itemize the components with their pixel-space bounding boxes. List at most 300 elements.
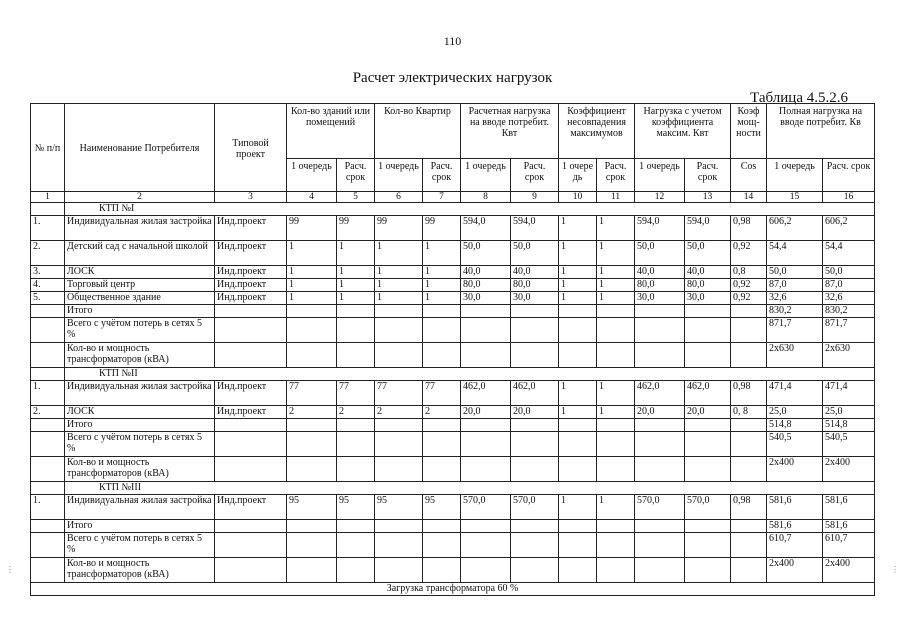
value-k2: 1 <box>597 292 635 305</box>
table-row <box>31 495 875 520</box>
empty-cell <box>215 305 287 318</box>
summary-value: 2х400 <box>823 558 875 583</box>
value-m2: 594,0 <box>685 216 731 241</box>
section-header-row <box>31 482 875 495</box>
empty-cell <box>635 558 685 583</box>
empty-cell <box>337 432 375 457</box>
empty-cell <box>31 558 65 583</box>
empty-cell <box>337 533 375 558</box>
empty-cell <box>215 419 287 432</box>
empty-cell <box>215 520 287 533</box>
empty-cell <box>597 343 635 368</box>
empty-cell <box>461 305 511 318</box>
empty-cell <box>461 520 511 533</box>
value-k1: 1 <box>559 292 597 305</box>
empty-cell <box>215 343 287 368</box>
value-f1: 50,0 <box>767 266 823 279</box>
value-l2: 40,0 <box>511 266 559 279</box>
footer-row <box>31 583 875 596</box>
summary-value: 610,7 <box>767 533 823 558</box>
value-f1: 25,0 <box>767 406 823 419</box>
table-row <box>31 381 875 406</box>
subheader-calc: Расч. срок <box>685 159 731 192</box>
row-number: 5. <box>31 292 65 305</box>
empty-cell <box>375 520 423 533</box>
value-k1: 1 <box>559 381 597 406</box>
value-l1: 570,0 <box>461 495 511 520</box>
empty-cell <box>31 520 65 533</box>
summary-value: 2х630 <box>823 343 875 368</box>
value-a2: 1 <box>423 241 461 266</box>
empty-cell <box>287 457 337 482</box>
value-l2: 80,0 <box>511 279 559 292</box>
value-k2: 1 <box>597 495 635 520</box>
value-k2: 1 <box>597 241 635 266</box>
summary-value: 581,6 <box>823 520 875 533</box>
empty-cell <box>559 520 597 533</box>
subheader-q1: 1 очере дь <box>559 159 597 192</box>
value-m2: 50,0 <box>685 241 731 266</box>
empty-cell <box>685 305 731 318</box>
empty-cell <box>215 318 287 343</box>
value-l1: 20,0 <box>461 406 511 419</box>
empty-cell <box>635 318 685 343</box>
value-l2: 570,0 <box>511 495 559 520</box>
value-b2: 1 <box>337 279 375 292</box>
column-number: 13 <box>685 192 731 203</box>
empty-cell <box>287 305 337 318</box>
empty-cell <box>31 343 65 368</box>
value-f1: 606,2 <box>767 216 823 241</box>
summary-value: 514,8 <box>767 419 823 432</box>
value-b2: 95 <box>337 495 375 520</box>
project-type: Инд.проект <box>215 381 287 406</box>
value-k1: 1 <box>559 279 597 292</box>
header-name: Наименование Потребителя <box>65 104 215 192</box>
column-number: 6 <box>375 192 423 203</box>
value-a1: 2 <box>375 406 423 419</box>
empty-cell <box>31 318 65 343</box>
value-k1: 1 <box>559 266 597 279</box>
section-title: КТП №III <box>65 482 875 495</box>
subheader-cos: Cos <box>731 159 767 192</box>
value-cos: 0,92 <box>731 279 767 292</box>
empty-cell <box>337 305 375 318</box>
summary-label: Кол-во и мощность трансформаторов (кВА) <box>65 457 215 482</box>
row-number: 1. <box>31 495 65 520</box>
column-number: 4 <box>287 192 337 203</box>
empty-cell <box>287 318 337 343</box>
value-l1: 30,0 <box>461 292 511 305</box>
project-type: Инд.проект <box>215 495 287 520</box>
value-b1: 1 <box>287 241 337 266</box>
subheader-q1: 1 очередь <box>287 159 337 192</box>
empty-cell <box>597 533 635 558</box>
project-type: Инд.проект <box>215 292 287 305</box>
transformers-row <box>31 558 875 583</box>
empty-cell <box>287 533 337 558</box>
summary-value: 514,8 <box>823 419 875 432</box>
empty-cell <box>31 432 65 457</box>
empty-cell <box>287 419 337 432</box>
empty-cell <box>423 305 461 318</box>
summary-value: 2х400 <box>767 558 823 583</box>
header-apartments: Кол-во Квартир <box>375 104 461 159</box>
value-f2: 54,4 <box>823 241 875 266</box>
empty-cell <box>337 520 375 533</box>
value-b2: 99 <box>337 216 375 241</box>
empty-cell <box>287 432 337 457</box>
empty-cell <box>597 318 635 343</box>
losses-row <box>31 533 875 558</box>
empty-cell <box>511 533 559 558</box>
column-number: 8 <box>461 192 511 203</box>
value-l1: 80,0 <box>461 279 511 292</box>
value-b2: 77 <box>337 381 375 406</box>
consumer-name: ЛОСК <box>65 266 215 279</box>
empty-cell <box>731 520 767 533</box>
table-row <box>31 292 875 305</box>
value-m1: 462,0 <box>635 381 685 406</box>
value-k2: 1 <box>597 279 635 292</box>
value-l2: 20,0 <box>511 406 559 419</box>
value-cos: 0,98 <box>731 495 767 520</box>
empty-cell <box>685 432 731 457</box>
column-number: 11 <box>597 192 635 203</box>
consumer-name: Детский сад с начальной школой <box>65 241 215 266</box>
empty-cell <box>461 558 511 583</box>
subheader-calc: Расч. срок <box>511 159 559 192</box>
empty-cell <box>635 305 685 318</box>
empty-cell <box>511 419 559 432</box>
value-m2: 20,0 <box>685 406 731 419</box>
consumer-name: Индивидуальная жилая застройка <box>65 216 215 241</box>
value-k1: 1 <box>559 406 597 419</box>
empty-cell <box>215 432 287 457</box>
section-title: КТП №II <box>65 368 875 381</box>
empty-cell <box>731 343 767 368</box>
summary-value: 540,5 <box>823 432 875 457</box>
empty-cell <box>559 457 597 482</box>
empty-cell <box>215 533 287 558</box>
value-f1: 87,0 <box>767 279 823 292</box>
column-number: 3 <box>215 192 287 203</box>
value-a2: 1 <box>423 266 461 279</box>
empty-cell <box>375 533 423 558</box>
column-number: 2 <box>65 192 215 203</box>
empty-cell <box>423 520 461 533</box>
left-edge-mark: ⋮ <box>6 565 14 574</box>
value-m1: 40,0 <box>635 266 685 279</box>
empty-cell <box>731 457 767 482</box>
row-number: 4. <box>31 279 65 292</box>
subheader-calc: Расч. срок <box>597 159 635 192</box>
summary-value: 871,7 <box>767 318 823 343</box>
value-b1: 1 <box>287 266 337 279</box>
header-calc-load: Расчетная нагрузка на вводе потребит. Квт <box>461 104 559 159</box>
column-number: 1 <box>31 192 65 203</box>
document-title: Расчет электрических нагрузок <box>352 70 553 86</box>
empty-cell <box>511 318 559 343</box>
empty-cell <box>375 318 423 343</box>
empty-cell <box>731 533 767 558</box>
table-row <box>31 216 875 241</box>
page-number: 110 <box>443 34 462 48</box>
consumer-name: Торговый центр <box>65 279 215 292</box>
empty-cell <box>559 305 597 318</box>
subheader-calc: Расч. срок <box>337 159 375 192</box>
value-m2: 80,0 <box>685 279 731 292</box>
empty-cell <box>559 343 597 368</box>
transformer-load-note: Загрузка трансформатора 60 % <box>31 583 875 596</box>
subheader-q1: 1 очередь <box>767 159 823 192</box>
total-row <box>31 305 875 318</box>
empty-cell <box>31 305 65 318</box>
consumer-name: ЛОСК <box>65 406 215 419</box>
empty-cell <box>559 318 597 343</box>
empty-cell <box>423 343 461 368</box>
table-row <box>31 279 875 292</box>
empty-cell <box>337 343 375 368</box>
empty-cell <box>635 520 685 533</box>
value-b1: 95 <box>287 495 337 520</box>
value-a1: 1 <box>375 266 423 279</box>
empty-cell <box>559 419 597 432</box>
section-title: КТП №I <box>65 203 875 216</box>
summary-label: Всего с учётом потерь в сетях 5 % <box>65 432 215 457</box>
value-cos: 0,92 <box>731 292 767 305</box>
empty-cell <box>423 457 461 482</box>
subheader-calc: Расч. срок <box>823 159 875 192</box>
empty-cell <box>731 305 767 318</box>
value-k2: 1 <box>597 381 635 406</box>
summary-label: Всего с учётом потерь в сетях 5 % <box>65 533 215 558</box>
summary-value: 610,7 <box>823 533 875 558</box>
value-m1: 20,0 <box>635 406 685 419</box>
empty-cell <box>559 533 597 558</box>
summary-label: Итого <box>65 520 215 533</box>
empty-cell <box>461 432 511 457</box>
value-f2: 581,6 <box>823 495 875 520</box>
losses-row <box>31 432 875 457</box>
value-a2: 1 <box>423 279 461 292</box>
value-k2: 1 <box>597 216 635 241</box>
empty-cell <box>31 533 65 558</box>
summary-value: 830,2 <box>823 305 875 318</box>
value-m2: 30,0 <box>685 292 731 305</box>
empty-cell <box>685 558 731 583</box>
value-l1: 40,0 <box>461 266 511 279</box>
table-row <box>31 406 875 419</box>
empty-cell <box>337 419 375 432</box>
value-l1: 50,0 <box>461 241 511 266</box>
value-l2: 30,0 <box>511 292 559 305</box>
empty-cell <box>337 457 375 482</box>
value-k1: 1 <box>559 495 597 520</box>
value-m2: 570,0 <box>685 495 731 520</box>
summary-value: 581,6 <box>767 520 823 533</box>
value-l2: 50,0 <box>511 241 559 266</box>
empty-cell <box>375 432 423 457</box>
value-b1: 1 <box>287 292 337 305</box>
empty-cell <box>635 432 685 457</box>
summary-label: Кол-во и мощность трансформаторов (кВА) <box>65 558 215 583</box>
consumer-name: Общественное здание <box>65 292 215 305</box>
empty-cell <box>337 318 375 343</box>
empty-cell <box>31 457 65 482</box>
value-f1: 471,4 <box>767 381 823 406</box>
value-b2: 2 <box>337 406 375 419</box>
empty-cell <box>685 343 731 368</box>
empty-cell <box>559 432 597 457</box>
empty-cell <box>375 343 423 368</box>
empty-cell <box>461 343 511 368</box>
value-b1: 1 <box>287 279 337 292</box>
value-b2: 1 <box>337 241 375 266</box>
empty-cell <box>423 533 461 558</box>
column-number: 5 <box>337 192 375 203</box>
empty-cell <box>635 419 685 432</box>
value-f1: 581,6 <box>767 495 823 520</box>
summary-value: 540,5 <box>767 432 823 457</box>
empty-cell <box>337 558 375 583</box>
row-number: 2. <box>31 241 65 266</box>
column-number: 15 <box>767 192 823 203</box>
value-cos: 0,8 <box>731 266 767 279</box>
value-a2: 95 <box>423 495 461 520</box>
value-a1: 1 <box>375 241 423 266</box>
header-row <box>31 104 875 159</box>
project-type: Инд.проект <box>215 216 287 241</box>
value-a2: 1 <box>423 292 461 305</box>
empty-cell <box>731 432 767 457</box>
empty-cell <box>731 558 767 583</box>
value-cos: 0,98 <box>731 216 767 241</box>
value-b2: 1 <box>337 292 375 305</box>
row-number: 3. <box>31 266 65 279</box>
summary-value: 830,2 <box>767 305 823 318</box>
empty-cell <box>635 343 685 368</box>
empty-cell <box>635 457 685 482</box>
value-a1: 99 <box>375 216 423 241</box>
value-l1: 462,0 <box>461 381 511 406</box>
value-a1: 77 <box>375 381 423 406</box>
value-cos: 0,92 <box>731 241 767 266</box>
row-number: 2. <box>31 406 65 419</box>
value-f1: 32,6 <box>767 292 823 305</box>
transformers-row <box>31 457 875 482</box>
empty-cell <box>685 533 731 558</box>
empty-cell <box>685 318 731 343</box>
empty-cell <box>511 432 559 457</box>
empty-cell <box>287 558 337 583</box>
total-row <box>31 419 875 432</box>
value-b1: 77 <box>287 381 337 406</box>
column-number: 7 <box>423 192 461 203</box>
project-type: Инд.проект <box>215 279 287 292</box>
value-f2: 25,0 <box>823 406 875 419</box>
value-l2: 594,0 <box>511 216 559 241</box>
empty-cell <box>559 558 597 583</box>
empty-cell <box>423 432 461 457</box>
value-cos: 0,98 <box>731 381 767 406</box>
summary-value: 871,7 <box>823 318 875 343</box>
empty-cell <box>375 558 423 583</box>
value-f2: 87,0 <box>823 279 875 292</box>
value-cos: 0, 8 <box>731 406 767 419</box>
header-buildings: Кол-во зданий или помещений <box>287 104 375 159</box>
losses-row <box>31 318 875 343</box>
summary-label: Кол-во и мощность трансформаторов (кВА) <box>65 343 215 368</box>
table-label: Таблица 4.5.2.6 <box>750 90 848 106</box>
header-coefficient: Коэффициент несовпадения максимумов <box>559 104 635 159</box>
summary-label: Итого <box>65 305 215 318</box>
summary-label: Всего с учётом потерь в сетях 5 % <box>65 318 215 343</box>
empty-cell <box>685 419 731 432</box>
empty-cell <box>287 520 337 533</box>
value-m2: 462,0 <box>685 381 731 406</box>
section-header-row <box>31 203 875 216</box>
electrical-loads-table <box>30 103 875 596</box>
column-number: 14 <box>731 192 767 203</box>
value-m2: 40,0 <box>685 266 731 279</box>
project-type: Инд.проект <box>215 241 287 266</box>
value-a2: 2 <box>423 406 461 419</box>
empty-cell <box>31 368 65 381</box>
empty-cell <box>461 318 511 343</box>
summary-label: Итого <box>65 419 215 432</box>
empty-cell <box>597 432 635 457</box>
column-number: 16 <box>823 192 875 203</box>
empty-cell <box>287 343 337 368</box>
empty-cell <box>31 203 65 216</box>
empty-cell <box>461 419 511 432</box>
value-k2: 1 <box>597 406 635 419</box>
column-number: 9 <box>511 192 559 203</box>
value-m1: 570,0 <box>635 495 685 520</box>
empty-cell <box>511 558 559 583</box>
value-k1: 1 <box>559 216 597 241</box>
value-m1: 30,0 <box>635 292 685 305</box>
empty-cell <box>597 305 635 318</box>
header-full-load: Полная нагрузка на вводе потребит. Кв <box>767 104 875 159</box>
empty-cell <box>423 558 461 583</box>
value-a2: 99 <box>423 216 461 241</box>
value-f2: 606,2 <box>823 216 875 241</box>
empty-cell <box>215 558 287 583</box>
value-a1: 1 <box>375 279 423 292</box>
value-l2: 462,0 <box>511 381 559 406</box>
summary-value: 2х400 <box>767 457 823 482</box>
empty-cell <box>461 457 511 482</box>
empty-cell <box>375 305 423 318</box>
empty-cell <box>597 558 635 583</box>
project-type: Инд.проект <box>215 266 287 279</box>
column-number-row <box>31 192 875 203</box>
value-m1: 80,0 <box>635 279 685 292</box>
header-project: Типовой проект <box>215 104 287 192</box>
row-number: 1. <box>31 216 65 241</box>
value-b1: 2 <box>287 406 337 419</box>
value-b1: 99 <box>287 216 337 241</box>
table-row <box>31 241 875 266</box>
empty-cell <box>597 457 635 482</box>
consumer-name: Индивидуальная жилая застройка <box>65 381 215 406</box>
empty-cell <box>511 457 559 482</box>
right-edge-mark: ⋮ <box>891 565 899 574</box>
value-f2: 32,6 <box>823 292 875 305</box>
value-m1: 50,0 <box>635 241 685 266</box>
